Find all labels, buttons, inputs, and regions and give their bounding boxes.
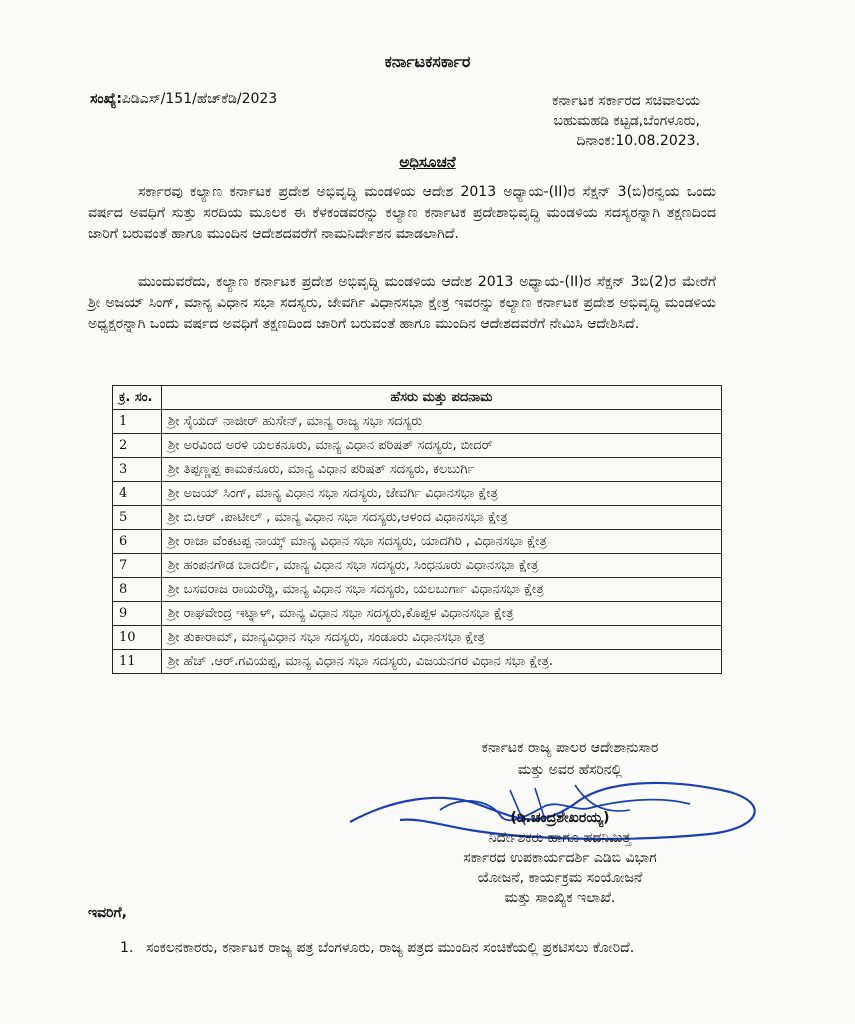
- row-serial: 9: [113, 602, 162, 626]
- paragraph-1: ಸರ್ಕಾರವು ಕಲ್ಯಾಣ ಕರ್ನಾಟಕ ಪ್ರದೇಶ ಅಭಿವೃದ್ಧಿ ಮಂಡಳಿಯ ಆದೇಶ 2013 ಅಧ್ಯಾಯ-(II)ರ ಸೆಕ್ಷನ್ 3(ಬಿ)ರನ್ವಯ ಒಂದು ವರ್ಷದ ಅವಧಿಗೆ ಸುತ್ತು ಸರದಿಯ ಮೂಲಕ ಈ ಕೆಳಕಂಡವರನ್ನು ಕಲ್ಯಾಣ ಕರ್ನಾಟಕ ಪ್ರದೇಶಾಭಿವೃದ್ಧಿ ಮಂಡಳಿಯ ಸದಸ್ಯರನ್ನಾಗಿ ತಕ್ಷಣದಿಂದ ಜಾರಿಗೆ ಬರುವಂತೆ ಹಾಗೂ ಮುಂದಿನ ಆದೇಶದವರೆಗೆ ನಾಮನಿರ್ದೇಶನ ಮಾಡಲಾಗಿದೆ.: [88, 184, 716, 242]
- list-item: [120, 937, 720, 960]
- table-row: [113, 554, 722, 578]
- row-name: ಶ್ರೀ ಸೈಯದ್ ನಾಜೀರ್ ಹುಸೇನ್, ಮಾನ್ಯ ರಾಜ್ಯ ಸಭಾ ಸದಸ್ಯರು: [162, 410, 722, 434]
- signatory-designation-2: ಸರ್ಕಾರದ ಉಪಕಾರ್ಯದರ್ಶಿ ಎಡಿಬಿ ವಿಭಾಗ: [463, 850, 657, 866]
- table-row: [113, 530, 722, 554]
- row-name: ಶ್ರೀ ಹೆಚ್ .ಆರ್.ಗವಿಯಪ್ಪ, ಮಾನ್ಯ ವಿಧಾನ ಸಭಾ ಸದಸ್ಯರು, ವಿಜಯನಗರ ವಿಧಾನ ಸಭಾ ಕ್ಷೇತ್ರ.: [162, 650, 722, 674]
- row-name: ಶ್ರೀ ಹಂಪನಗೌಡ ಬಾದರ್ಲಿ, ಮಾನ್ಯ ವಿಧಾನ ಸಭಾ ಸದಸ್ಯರು, ಸಿಂಧನೂರು ವಿಧಾನಸಭಾ ಕ್ಷೇತ್ರ: [162, 554, 722, 578]
- row-serial: 3: [113, 458, 162, 482]
- row-serial: 6: [113, 530, 162, 554]
- row-name: ಶ್ರೀ ಬಿ.ಆರ್ .ಪಾಟೀಲ್ , ಮಾನ್ಯ ವಿಧಾನ ಸಭಾ ಸದಸ್ಯರು,ಆಳಂದ ವಿಧಾನಸಭಾ ಕ್ಷೇತ್ರ: [162, 506, 722, 530]
- table-row: [113, 650, 722, 674]
- row-serial: 11: [113, 650, 162, 674]
- order-number-line: [90, 91, 277, 107]
- row-name: ಶ್ರೀ ಅರವಿಂದ ಅರಳಿ ಯಲಕನೂರು, ಮಾನ್ಯ ವಿಧಾನ ಪರಿಷತ್ ಸದಸ್ಯರು, ಬೀದರ್: [162, 434, 722, 458]
- row-serial: 7: [113, 554, 162, 578]
- row-serial: 10: [113, 626, 162, 650]
- signatory-designation-1: ನಿರ್ದೇಶಕರು ಹಾಗೂ ಪದನಿಮಿತ್ತ: [488, 830, 632, 846]
- paragraph-2: ಮುಂದುವರೆದು, ಕಲ್ಯಾಣ ಕರ್ನಾಟಕ ಪ್ರದೇಶ ಅಭಿವೃದ್ಧಿ ಮಂಡಳಿಯ ಆದೇಶ 2013 ಅಧ್ಯಾಯ-(II)ರ ಸೆಕ್ಷನ್ 3ಬಿ(2)ರ ಮೇರೆಗೆ ಶ್ರೀ ಅಜಯ್ ಸಿಂಗ್, ಮಾನ್ಯ ವಿಧಾನ ಸಭಾ ಸದಸ್ಯರು, ಜೇವರ್ಗಿ ವಿಧಾನಸಭಾ ಕ್ಷೇತ್ರ ಇವರನ್ನು ಕಲ್ಯಾಣ ಕರ್ನಾಟಕ ಪ್ರದೇಶ ಅಭಿವೃದ್ಧಿ ಮಂಡಳಿಯ ಅಧ್ಯಕ್ಷರನ್ನಾಗಿ ಒಂದು ವರ್ಷದ ಅವಧಿಗೆ ತಕ್ಷಣದಿಂದ ಜಾರಿಗೆ ಬರುವಂತೆ ಹಾಗೂ ಮುಂದಿನ ಆದೇಶದವರೆಗೆ ನೇಮಿಸಿ ಆದೇಶಿಸಿದೆ.: [88, 274, 716, 332]
- sender-address: [420, 91, 700, 151]
- row-serial: 1: [113, 410, 162, 434]
- order-number-label: ಸಂಖ್ಯೆ:: [90, 91, 122, 107]
- members-table: [112, 385, 722, 674]
- table-row: [113, 578, 722, 602]
- signatory-block: [395, 808, 725, 908]
- notification-title: ಅಧಿಸೂಚನೆ: [399, 153, 456, 171]
- table-row: [113, 434, 722, 458]
- recipients-list: [120, 937, 720, 960]
- table-row: [113, 458, 722, 482]
- government-heading: ಕರ್ನಾಟಕಸರ್ಕಾರ: [384, 52, 471, 71]
- row-name: ಶ್ರೀ ರಾಘವೇಂದ್ರ ಇಟ್ನಾಳ್, ಮಾನ್ಯ ವಿಧಾನ ಸಭಾ ಸದಸ್ಯರು,ಕೊಪ್ಪಳ ವಿಧಾನಸಭಾ ಕ್ಷೇತ್ರ: [162, 602, 722, 626]
- table-row: [113, 626, 722, 650]
- signatory-designation-3: ಯೋಜನೆ, ಕಾರ್ಯಕ್ರಮ ಸಂಯೋಜನೆ: [477, 870, 643, 886]
- header-name: ಹೆಸರು ಮತ್ತು ಪದನಾಮ: [162, 386, 722, 410]
- authority-line-2: ಮತ್ತು ಅವರ ಹೆಸರಿನಲ್ಲಿ: [517, 762, 623, 778]
- sender-line-1: ಕರ್ನಾಟಕ ಸರ್ಕಾರದ ಸಚಿವಾಲಯ: [552, 93, 700, 109]
- row-name: ಶ್ರೀ ಬಸವರಾಜ ರಾಯರೆಡ್ಡಿ, ಮಾನ್ಯ ವಿಧಾನ ಸಭಾ ಸದಸ್ಯರು, ಯಲಬುರ್ಗಾ ವಿಧಾನಸಭಾ ಕ್ಷೇತ್ರ: [162, 578, 722, 602]
- table-row: [113, 506, 722, 530]
- row-serial: 2: [113, 434, 162, 458]
- table-row: [113, 482, 722, 506]
- row-serial: 5: [113, 506, 162, 530]
- row-serial: 8: [113, 578, 162, 602]
- sender-line-2: ಬಹುಮಹಡಿ ಕಟ್ಟಡ,ಬೆಂಗಳೂರು,: [553, 113, 700, 129]
- order-number: ಪಿಡಿಎಸ್/151/ಹೆಚ್‌ಕೆಡಿ/2023: [121, 91, 278, 107]
- recipient-text: ಸಂಕಲನಕಾರರು, ಕರ್ನಾಟಕ ರಾಜ್ಯ ಪತ್ರ ಬೆಂಗಳೂರು, ರಾಜ್ಯ ಪತ್ರದ ಮುಂದಿನ ಸಂಚಿಕೆಯಲ್ಲಿ ಪ್ರಕಟಿಸಲು ಕೋರಿದೆ.: [146, 940, 635, 956]
- header-serial: ಕ್ರ. ಸಂ.: [113, 386, 162, 410]
- row-name: ಶ್ರೀ ಅಜಯ್ ಸಿಂಗ್, ಮಾನ್ಯ ವಿಧಾನ ಸಭಾ ಸದಸ್ಯರು, ಜೇವರ್ಗಿ ವಿಧಾನಸಭಾ ಕ್ಷೇತ್ರ: [162, 482, 722, 506]
- signatory-name: (ಡಿ.ಚಂದ್ರಶೇಖರಯ್ಯ): [510, 810, 610, 826]
- table-row: [113, 602, 722, 626]
- signatory-designation-4: ಮತ್ತು ಸಾಂಖ್ಯಿಕ ಇಲಾಖೆ.: [504, 890, 616, 906]
- row-name: ಶ್ರೀ ರಾಜಾ ವೆಂಕಟಪ್ಪ ನಾಯ್ಕ್ ಮಾನ್ಯ ವಿಧಾನ ಸಭಾ ಸದಸ್ಯರು, ಯಾದಗಿರಿ , ವಿಧಾನಸಭಾ ಕ್ಷೇತ್ರ: [162, 530, 722, 554]
- table-row: [113, 410, 722, 434]
- recipient-number: 1.: [120, 940, 134, 956]
- row-name: ಶ್ರೀ ತಿಪ್ಪಣ್ಣಪ್ಪ ಕಾಮಕನೂರು, ಮಾನ್ಯ ವಿಧಾನ ಪರಿಷತ್ ಸದಸ್ಯರು, ಕಲಬುರ್ಗಿ: [162, 458, 722, 482]
- authority-line-1: ಕರ್ನಾಟಕ ರಾಜ್ಯ ಪಾಲರ ಆದೇಶಾನುಸಾರ: [481, 740, 659, 756]
- row-name: ಶ್ರೀ ತುಕಾರಾಮ್, ಮಾನ್ಯವಿಧಾನ ಸಭಾ ಸದಸ್ಯರು, ಸಂಡೂರು ವಿಧಾನಸಭಾ ಕ್ಷೇತ್ರ: [162, 626, 722, 650]
- row-serial: 4: [113, 482, 162, 506]
- order-date: ದಿನಾಂಕ:10.08.2023.: [576, 133, 700, 149]
- recipients-label: ಇವರಿಗೆ,: [88, 905, 127, 921]
- table-header-row: [113, 386, 722, 410]
